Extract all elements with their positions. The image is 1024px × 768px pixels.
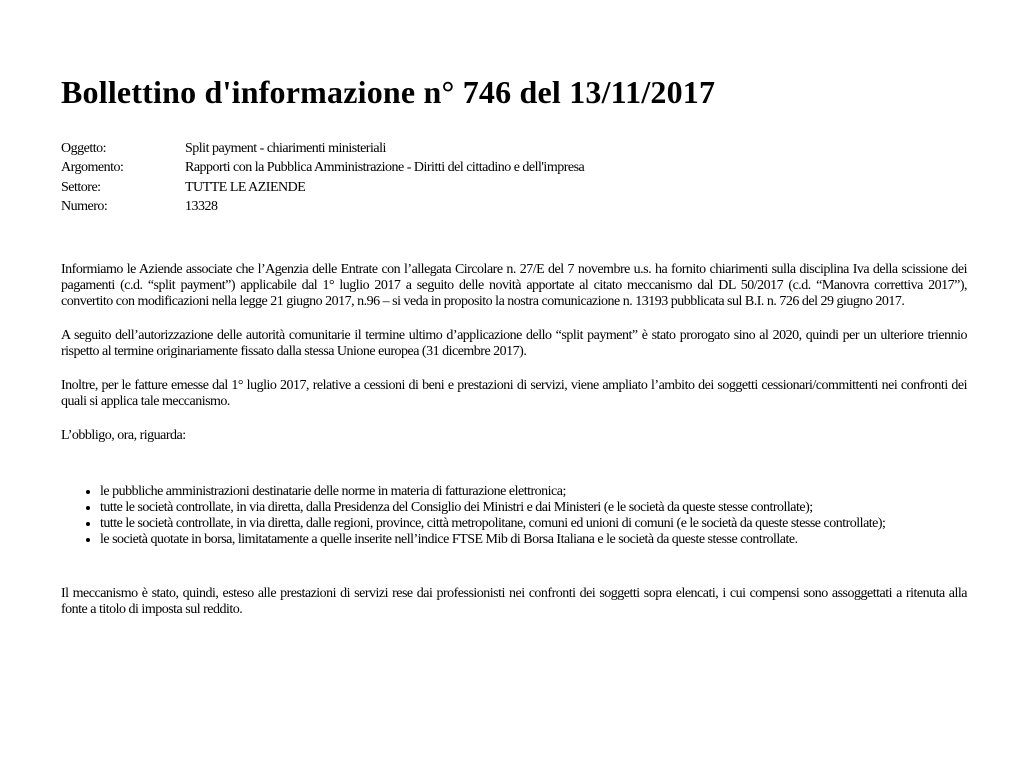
- meta-row-argomento: [61, 158, 584, 177]
- meta-row-numero: [61, 197, 584, 216]
- bullet-list: [61, 484, 967, 548]
- page-title: Bollettino d'informazione n° 746 del 13/11/2017: [61, 74, 716, 110]
- list-item: • le società quotate in borsa, limitatamente a quelle inserite nell’indice FTSE Mib di Borsa Italiana e le società da queste stesse controllate.: [100, 532, 967, 548]
- meta-label: Numero:: [61, 198, 108, 214]
- meta-label: Settore:: [61, 179, 101, 195]
- paragraph-ambito: Inoltre, per le fatture emesse dal 1° luglio 2017, relative a cessioni di beni e prestazioni di servizi, viene ampliato l’ambito dei soggetti cessionari/committenti nei confronti dei quali si applica tale meccanismo.: [61, 378, 967, 409]
- paragraph-proroga: A seguito dell’autorizzazione delle autorità comunitarie il termine ultimo d’applicazione dello “split payment” è stato prorogato sino al 2020, quindi per un ulteriore triennio rispetto al termine originariamente fissato dalla stessa Unione europea (31 dicembre 2017).: [61, 328, 967, 359]
- paragraph-intro: Informiamo le Aziende associate che l’Agenzia delle Entrate con l’allegata Circolare n. 27/E del 7 novembre u.s. ha fornito chiarimenti sulla disciplina Iva della scissione dei pagamenti (c.d. “split payment”) applicabile dal 1° luglio 2017 a seguito delle novità apportate al citato meccanismo dal DL 50/2017 (c.d. “Manovra correttiva 2017”), convertito con modificazioni nella legge 21 giugno 2017, n.96 – si veda in proposito la nostra comunicazione n. 13193 pubblicata sul B.I. n. 726 del 29 giugno 2017.: [61, 262, 967, 309]
- paragraph-obbligo: L’obbligo, ora, riguarda:: [61, 428, 186, 443]
- list-item: • le pubbliche amministrazioni destinatarie delle norme in materia di fatturazione elettronica;: [100, 484, 967, 500]
- meta-value: TUTTE LE AZIENDE: [185, 179, 306, 195]
- meta-row-oggetto: [61, 139, 584, 158]
- meta-value: Split payment - chiarimenti ministeriali: [185, 141, 386, 156]
- meta-label: Oggetto:: [61, 141, 106, 156]
- meta-value: Rapporti con la Pubblica Amministrazione - Diritti del cittadino e dell'impresa: [185, 160, 585, 176]
- paragraph-closing: Il meccanismo è stato, quindi, esteso alle prestazioni di servizi rese dai professionisti nei confronti dei soggetti sopra elencati, i cui compensi sono assoggettati a ritenuta alla fonte a titolo di imposta sul reddito.: [61, 586, 967, 617]
- list-item: • tutte le società controllate, in via diretta, dalla Presidenza del Consiglio dei Ministri e dai Ministeri (e le società da queste stesse controllate);: [100, 500, 967, 516]
- meta-value: 13328: [185, 198, 218, 214]
- meta-table: [61, 139, 584, 216]
- list-item: • tutte le società controllate, in via diretta, dalle regioni, province, città metropolitane, comuni ed unioni di comuni (e le società da queste stesse controllate);: [100, 516, 967, 532]
- bulletin-body: [61, 262, 967, 636]
- meta-label: Argomento:: [61, 160, 124, 176]
- meta-row-settore: [61, 178, 584, 197]
